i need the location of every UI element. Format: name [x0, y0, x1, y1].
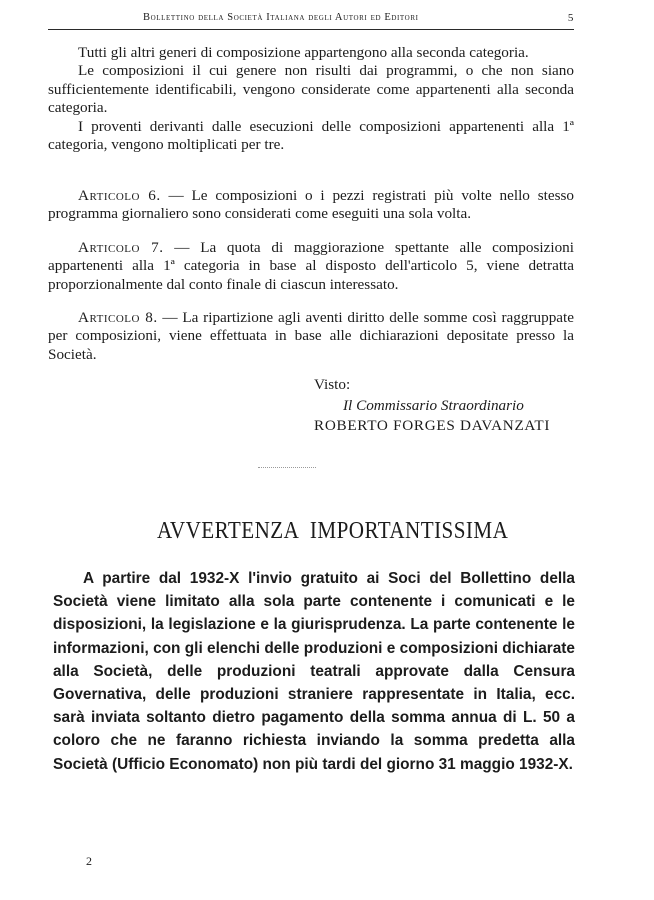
article-6-label: Articolo 6. — [78, 187, 161, 204]
article-8-label: Articolo 8. — [78, 309, 158, 326]
notice-title-part2: IMPORTANTISSIMA — [309, 518, 509, 544]
article-8 — [48, 309, 574, 364]
paragraph-proceeds: I proventi derivanti dalle esecuzioni delle composizioni appartenenti alla 1ª categoria, vengono moltiplicati per tre. — [48, 117, 574, 154]
article-8-text: — La ripartizione agli aventi diritto delle somme così raggruppate per composizioni, viene effettuata in base alle dichiarazioni depositate presso la Società. — [48, 309, 574, 363]
section-divider — [258, 467, 316, 468]
article-7-text: — La quota di maggiorazione spettante alle composizioni appartenenti alla 1ª categoria in base al disposto dell'articolo 5, viene detratta proporzionalmente dal conto finale di ciascun interessato. — [48, 239, 574, 293]
article-7-label: Articolo 7. — [78, 239, 164, 256]
notice-title — [40, 518, 616, 545]
article-6 — [48, 187, 574, 224]
page-number: 5 — [567, 12, 574, 24]
article-7 — [48, 239, 574, 294]
paragraph-unidentified: Le composizioni il cui genere non risulti dai programmi, o che non siano sufficientemente identificabili, vengono considerate come appartenenti alla seconda categoria. — [48, 62, 574, 117]
notice-text: A partire dal 1932-X l'invio gratuito ai Soci del Bollettino della Società viene limitato alla sola parte contenente i comunicati e le disposizioni, la legislazione e la giurisprudenza. La parte contenente le informazioni, con gli elenchi delle produzioni e composizioni dichiarate alla Società, delle produzioni teatrali approvate dalla Censura Governativa, delle produzioni straniere rappresentate in Italia, ecc. sarà inviata soltanto dietro pagamento della somma annua di L. 50 a coloro che ne faranno richiesta inviando la somma predetta alla Società (Ufficio Economato) non più tardi del giorno 31 maggio 1932-X. — [53, 570, 575, 773]
article-6-text: — Le composizioni o i pezzi registrati più volte nello stesso programma giornaliero sono considerati come eseguiti una sola volta. — [48, 187, 575, 223]
header-title: Bollettino della Società Italiana degli Autori ed Editori — [143, 12, 419, 23]
notice-title-part1: AVVERTENZA — [156, 518, 300, 544]
signatory-name: ROBERTO FORGES DAVANZATI — [314, 417, 551, 434]
category-paragraphs — [48, 44, 574, 154]
paragraph-other-genres: Tutti gli altri generi di composizione appartengono alla seconda categoria. — [78, 44, 529, 61]
signatory-role: Il Commissario Straordinario — [343, 397, 524, 414]
notice-body — [53, 567, 575, 776]
header-rule — [48, 29, 574, 30]
visto-label: Visto: — [314, 376, 351, 393]
signature-mark: 2 — [86, 854, 92, 868]
